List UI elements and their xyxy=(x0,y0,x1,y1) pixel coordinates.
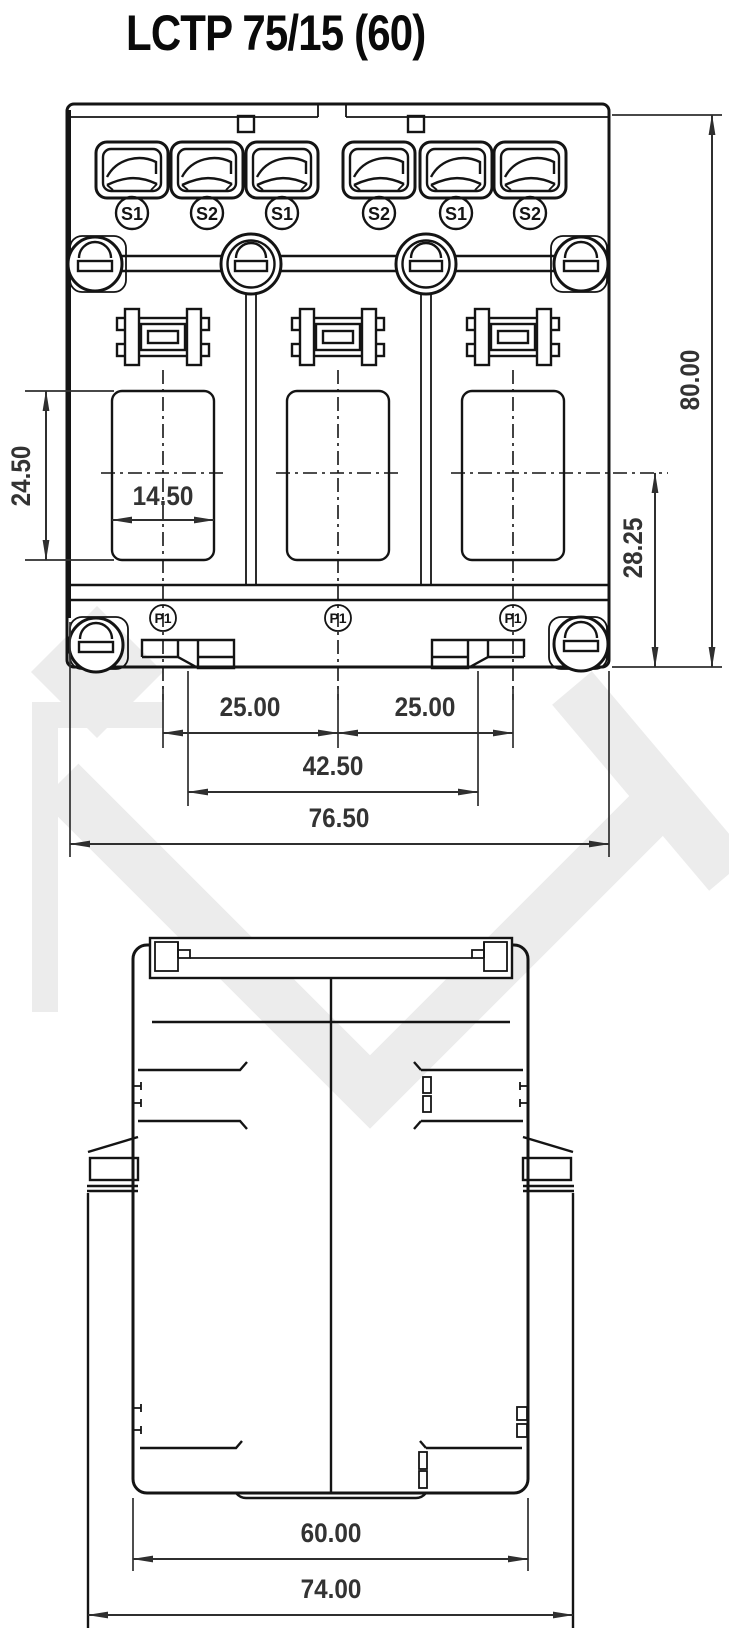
dim-body-width: 60.00 xyxy=(300,1518,362,1549)
terminal-label-s1: S1 xyxy=(120,204,144,224)
terminal-label-s2: S2 xyxy=(367,204,391,224)
screw-icon xyxy=(68,237,122,291)
terminal-clamp xyxy=(96,142,168,198)
terminal-label-s1: S1 xyxy=(270,204,294,224)
terminal-label-s2: S2 xyxy=(195,204,219,224)
secondary-terminals xyxy=(96,116,566,229)
dim-center-to-bottom: 28.25 xyxy=(618,517,649,579)
mounting-feet xyxy=(142,640,524,668)
terminal-label-p1: P1 xyxy=(329,610,347,626)
screw-icon xyxy=(554,237,608,291)
terminal-label-p1: P1 xyxy=(154,610,172,626)
primary-terminal-labels xyxy=(150,605,526,631)
terminal-clamp xyxy=(420,142,492,198)
busbar-clamps xyxy=(117,309,559,365)
dim-pitch-right: 25.00 xyxy=(394,692,456,723)
dim-slot-spacing: 42.50 xyxy=(302,751,364,782)
terminal-label-s1: S1 xyxy=(444,204,468,224)
terminal-clamp xyxy=(171,142,243,198)
terminal-clamp xyxy=(343,142,415,198)
side-view xyxy=(87,938,574,1628)
dim-window-height: 24.50 xyxy=(6,445,37,507)
watermark xyxy=(31,606,729,1092)
terminal-clamp xyxy=(494,142,566,198)
secondary-terminal-labels xyxy=(116,197,546,229)
busbar-clamp-icon xyxy=(292,309,384,365)
busbar-clamp-icon xyxy=(467,309,559,365)
tab-marker-left xyxy=(238,116,254,132)
screw-icon xyxy=(554,617,608,671)
tab-marker-right xyxy=(408,116,424,132)
dim-pitch-left: 25.00 xyxy=(219,692,281,723)
busbar-clamp-icon xyxy=(117,309,209,365)
side-body-outline xyxy=(133,938,528,1493)
dim-overall-width: 76.50 xyxy=(308,803,370,834)
side-dimensions xyxy=(88,1498,573,1615)
screw-icon xyxy=(221,234,281,294)
dim-overall-height: 80.00 xyxy=(675,349,706,411)
screw-icon xyxy=(69,618,123,672)
page-title: LCTP 75/15 (60) xyxy=(126,5,426,61)
terminal-label-s2: S2 xyxy=(518,204,542,224)
screw-icon xyxy=(396,234,456,294)
dim-overall-depth: 74.00 xyxy=(300,1574,362,1605)
terminal-label-p1: P1 xyxy=(504,610,522,626)
terminal-clamp xyxy=(246,142,318,198)
dim-window-width: 14.50 xyxy=(132,481,194,512)
